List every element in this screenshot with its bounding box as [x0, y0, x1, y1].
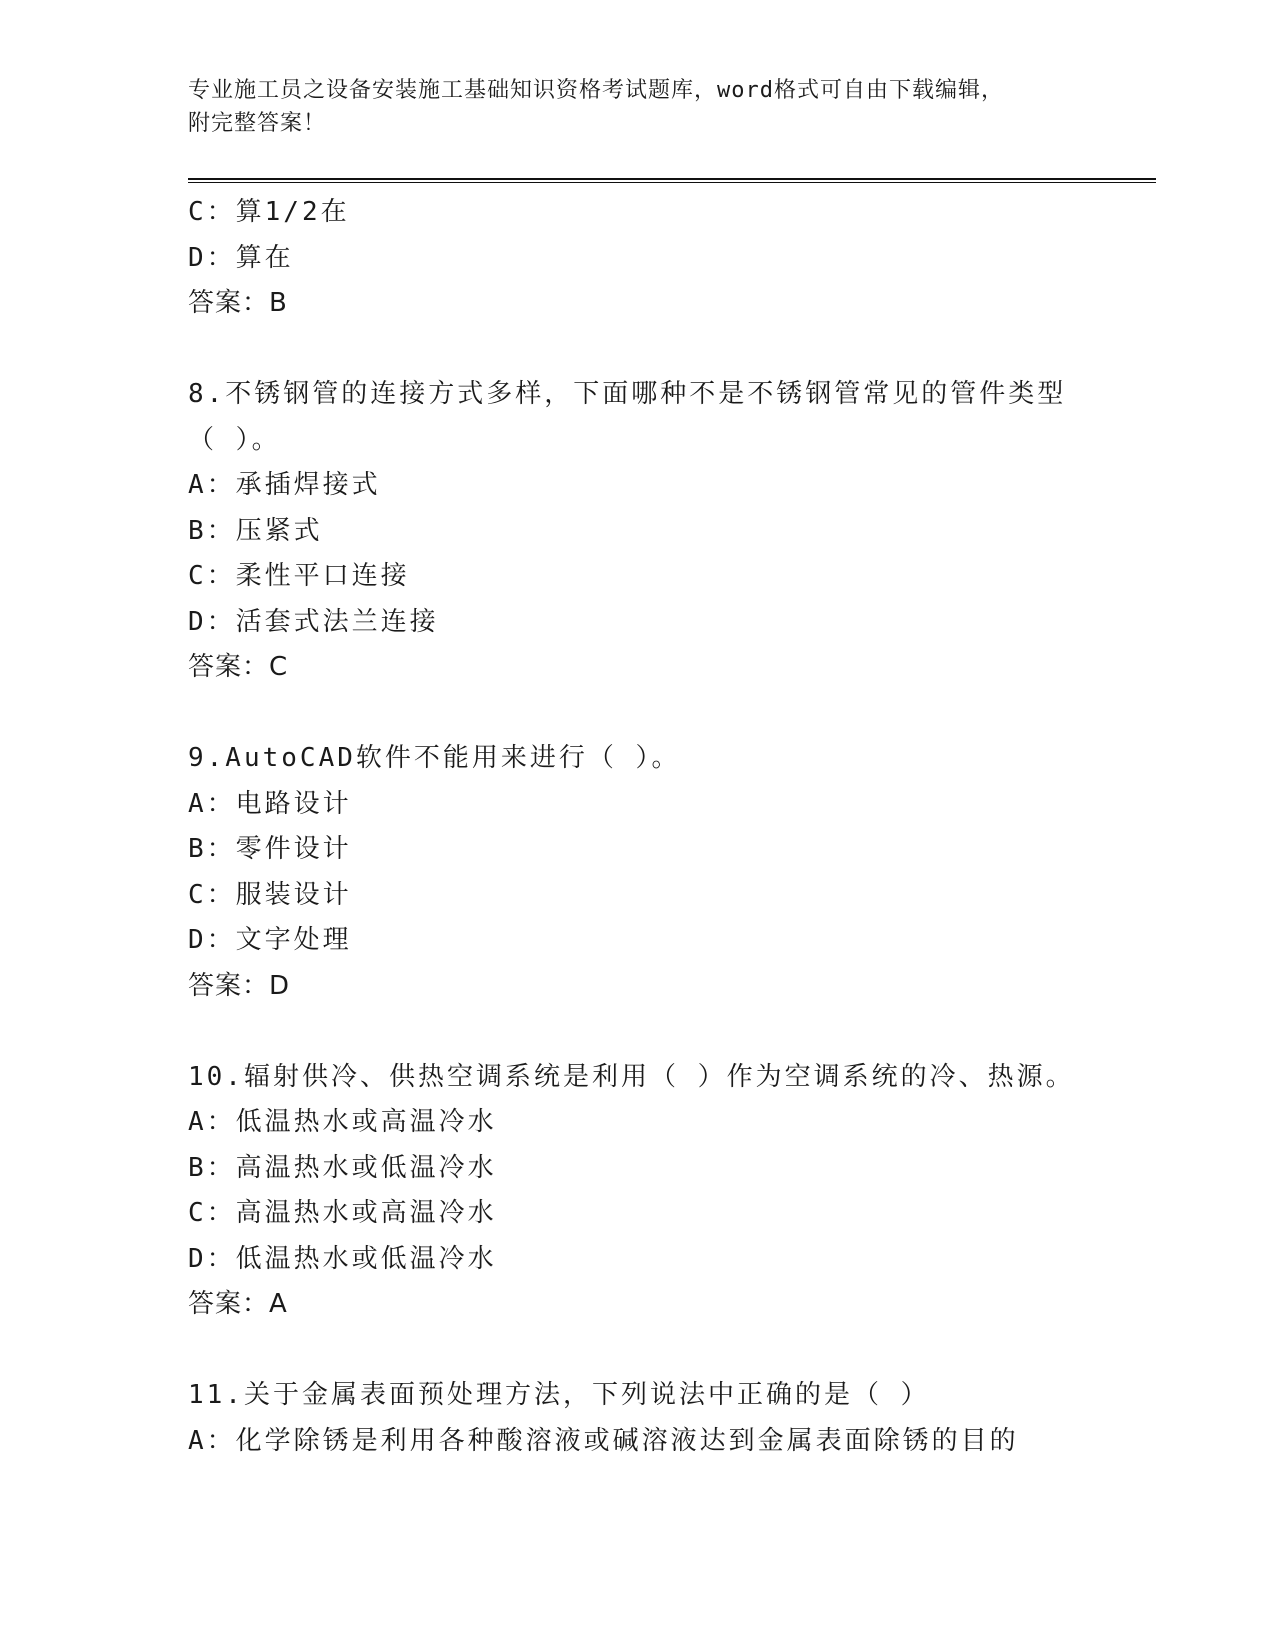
header-divider [188, 178, 1156, 183]
option-c: C：柔性平口连接 [188, 561, 410, 591]
answer: 答案：B [188, 288, 288, 318]
question-stem: 9.AutoCAD软件不能用来进行（ ）。 [188, 743, 681, 773]
option-d: D：算在 [188, 242, 294, 273]
document-header [188, 74, 1068, 140]
option-c: C：服装设计 [188, 879, 352, 910]
option-c: C：算1/2在 [188, 197, 350, 227]
question-stem-continued: （ ）。 [188, 424, 281, 455]
question-7-tail [188, 190, 1088, 327]
header-line-1: 专业施工员之设备安装施工基础知识资格考试题库，word格式可自由下载编辑， [188, 78, 1004, 103]
option-a: A：电路设计 [188, 788, 352, 819]
question-10 [188, 1055, 1088, 1328]
option-a: A：低温热水或高温冷水 [188, 1107, 497, 1137]
option-b: B：零件设计 [188, 834, 352, 864]
answer: 答案：C [188, 652, 289, 682]
answer: 答案：A [188, 1289, 288, 1319]
option-c: C：高温热水或高温冷水 [188, 1198, 497, 1228]
question-stem: 8.不锈钢管的连接方式多样，下面哪种不是不锈钢管常见的管件类型 [188, 379, 1067, 409]
question-8 [188, 372, 1088, 691]
question-list [188, 190, 1088, 1464]
option-d: D：低温热水或低温冷水 [188, 1243, 497, 1274]
option-a: A：承插焊接式 [188, 470, 381, 500]
answer: 答案：D [188, 970, 291, 1001]
option-d: D：文字处理 [188, 925, 352, 955]
option-a: A：化学除锈是利用各种酸溶液或碱溶液达到金属表面除锈的目的 [188, 1425, 1019, 1456]
question-stem: 11.关于金属表面预处理方法，下列说法中正确的是（ ） [188, 1380, 930, 1410]
question-9 [188, 736, 1088, 1009]
header-line-2: 附完整答案！ [188, 111, 327, 136]
option-b: B：高温热水或低温冷水 [188, 1152, 497, 1183]
option-d: D：活套式法兰连接 [188, 606, 439, 637]
option-b: B：压紧式 [188, 515, 323, 546]
question-11 [188, 1373, 1088, 1464]
question-stem: 10.辐射供冷、供热空调系统是利用（ ）作为空调系统的冷、热源。 [188, 1061, 1075, 1092]
